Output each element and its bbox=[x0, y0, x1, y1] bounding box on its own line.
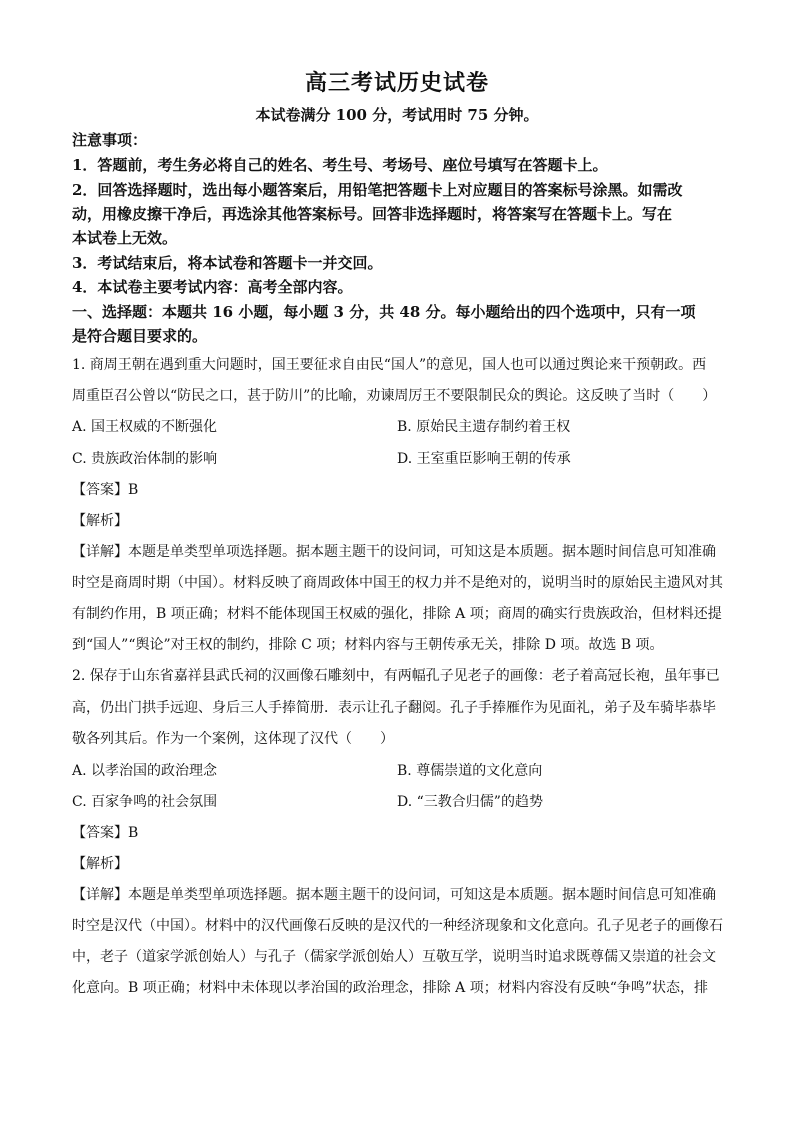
analysis-label: 【解析】 bbox=[72, 513, 128, 529]
page-subtitle: 本试卷满分 100 分，考试用时 75 分钟。 bbox=[255, 106, 539, 124]
option-a: A. 以孝治国的政治理念 bbox=[72, 763, 218, 779]
section-heading: 一、选择题：本题共 16 小题，每小题 3 分，共 48 分。每小题给出的四个选项中，只有一项 bbox=[72, 303, 696, 321]
notice-line: 1．答题前，考生务必将自己的姓名、考生号、考场号、座位号填写在答题卡上。 bbox=[72, 156, 608, 174]
detail-line: 中，老子（道家学派创始人）与孔子（儒家学派创始人）互敬互学，说明当时追求既尊儒又崇道的社会文 bbox=[72, 949, 716, 965]
option-c: C. 贵族政治体制的影响 bbox=[72, 451, 218, 467]
detail-line: 时空是商周时期（中国）。材料反映了商周政体中国王的权力并不是绝对的，说明当时的原始民主遗风对其 bbox=[72, 575, 723, 591]
page-title: 高三考试历史试卷 bbox=[304, 70, 489, 96]
option-d: D. 王室重臣影响王朝的传承 bbox=[397, 451, 571, 467]
section-heading: 是符合题目要求的。 bbox=[72, 327, 208, 345]
answer-label: 【答案】B bbox=[72, 482, 139, 498]
option-b: B. 尊儒崇道的文化意向 bbox=[397, 763, 543, 779]
answer-label: 【答案】B bbox=[72, 825, 139, 841]
notice-line: 本试卷上无效。 bbox=[72, 229, 178, 247]
question-stem: 周重臣召公曾以“防民之口，甚于防川”的比喻，劝谏周厉王不要限制民众的舆论。这反映了当时（ ） bbox=[72, 388, 717, 404]
detail-line: 有制约作用，B 项正确；材料不能体现国王权威的强化，排除 A 项；商周的确实行贵族政治，但材料还提 bbox=[72, 606, 722, 622]
question-stem: 1. 商周王朝在遇到重大问题时，国王要征求自由民“国人”的意见，国人也可以通过舆论来干预朝政。西 bbox=[72, 357, 707, 373]
question-stem: 2. 保存于山东省嘉祥县武氏祠的汉画像石雕刻中，有两幅孔子见老子的画像：老子着高冠长袍，虽年事已 bbox=[72, 668, 720, 684]
option-c: C. 百家争鸣的社会氛围 bbox=[72, 794, 218, 810]
notice-line: 3．考试结束后，将本试卷和答题卡一并交回。 bbox=[72, 254, 383, 272]
notice-line: 动，用橡皮擦干净后，再选涂其他答案标号。回答非选择题时，将答案写在答题卡上。写在 bbox=[72, 205, 673, 223]
notice-line: 4．本试卷主要考试内容：高考全部内容。 bbox=[72, 278, 353, 296]
question-stem: 高，仍出门拱手远迎、身后三人手捧简册．表示让孔子翻阅。孔子手捧雁作为见面礼，弟子及车骑毕恭毕 bbox=[72, 700, 716, 716]
detail-line: 【详解】本题是单类型单项选择题。据本题主题干的设问词，可知这是本质题。据本题时间信息可知准确 bbox=[72, 887, 716, 903]
detail-line: 到“国人”“舆论”对王权的制约，排除 C 项；材料内容与王朝传承无关，排除 D 项。故选 B 项。 bbox=[72, 637, 664, 653]
detail-line: 化意向。B 项正确；材料中未体现以孝治国的政治理念，排除 A 项；材料内容没有反映“争鸣”状态，排 bbox=[72, 980, 709, 996]
option-b: B. 原始民主遗存制约着王权 bbox=[397, 419, 571, 435]
option-a: A. 国王权威的不断强化 bbox=[72, 419, 218, 435]
notice-line: 2．回答选择题时，选出每小题答案后，用铅笔把答题卡上对应题目的答案标号涂黑。如需改 bbox=[72, 181, 683, 199]
question-stem: 敬各列其后。作为一个案例，这体现了汉代（ ） bbox=[72, 731, 394, 747]
analysis-label: 【解析】 bbox=[72, 856, 128, 872]
notice-heading: 注意事项： bbox=[72, 131, 148, 149]
option-d: D. “三教合归儒”的趋势 bbox=[397, 794, 543, 810]
detail-line: 【详解】本题是单类型单项选择题。据本题主题干的设问词，可知这是本质题。据本题时间信息可知准确 bbox=[72, 544, 716, 560]
detail-line: 时空是汉代（中国）。材料中的汉代画像石反映的是汉代的一种经济现象和文化意向。孔子见老子的画像石 bbox=[72, 918, 723, 934]
